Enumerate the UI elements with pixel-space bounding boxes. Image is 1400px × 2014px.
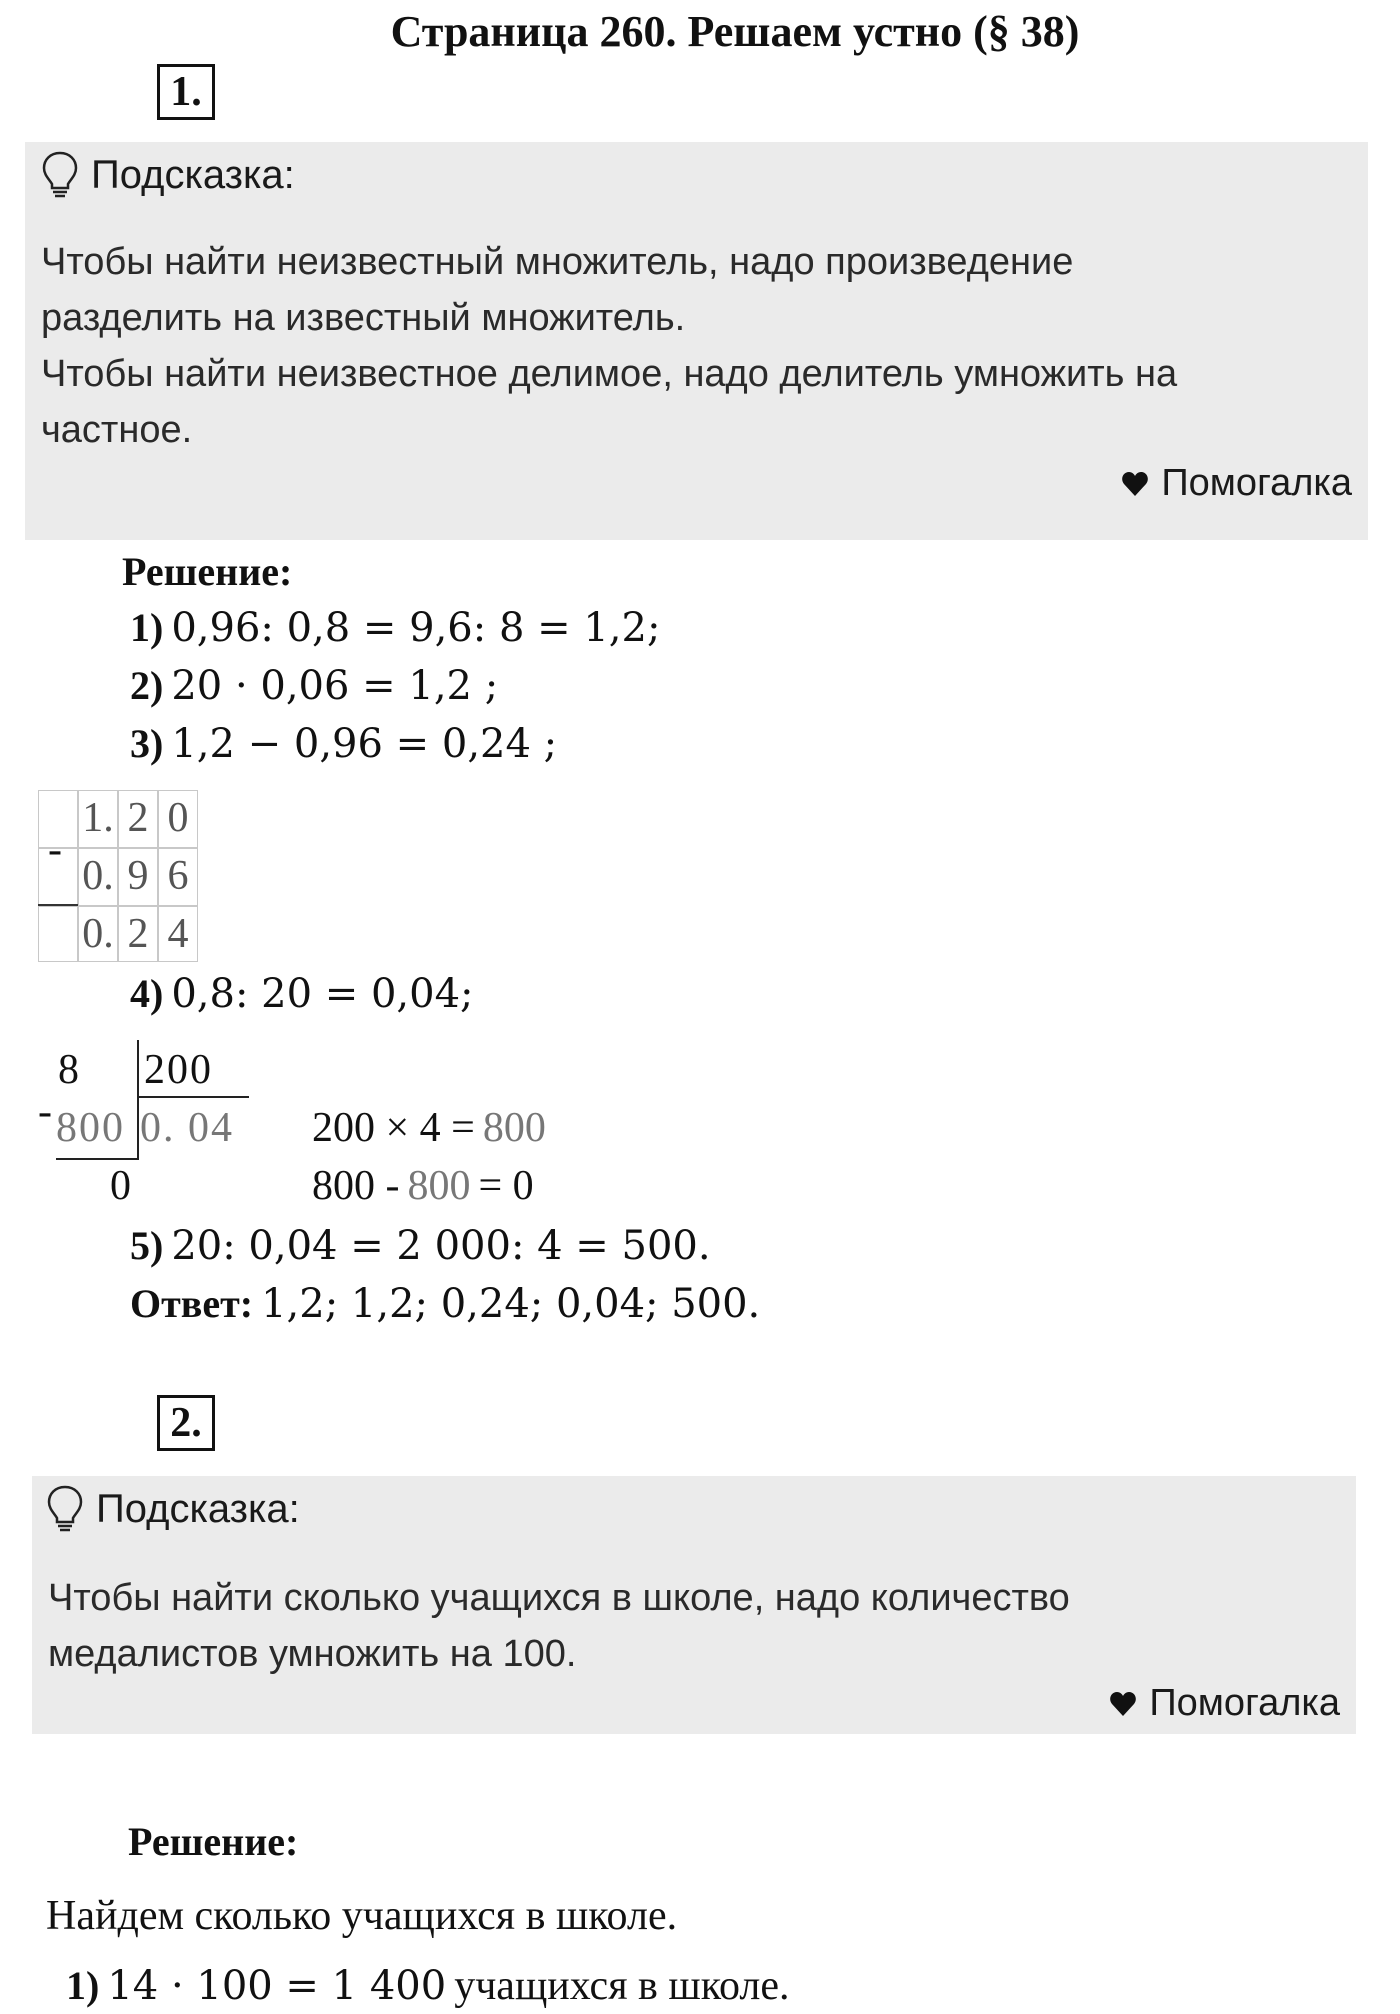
check-result: = 0: [478, 1163, 534, 1209]
step-tail: учащихся в школе.: [454, 1963, 790, 2009]
step-number: 4): [130, 971, 164, 1016]
hint-heading-label: Подсказка:: [91, 152, 295, 197]
hint-heading-label: Подсказка:: [96, 1486, 300, 1531]
step-3: [130, 720, 557, 767]
step-expression: 1,2 − 0,96 = 0,24 ;: [171, 721, 558, 767]
step-number: 5): [130, 1223, 164, 1268]
lightbulb-icon: [41, 150, 79, 200]
step-expression: 0,96: 0,8 = 9,6: 8 = 1,2;: [171, 605, 661, 651]
helper-label: Помогалка: [1161, 462, 1352, 504]
heart-icon: [1109, 1691, 1137, 1717]
check-subtraction: [312, 1162, 534, 1210]
hint-text-1: [41, 234, 1177, 458]
solution-intro-2: Найдем сколько учащихся в школе.: [46, 1893, 678, 1939]
remainder: 0: [110, 1163, 131, 1209]
hint-box-1: [25, 142, 1368, 540]
check-multiplication: [312, 1104, 546, 1152]
solution-label-1: Решение:: [122, 549, 293, 594]
step-number: 1): [130, 605, 164, 650]
quotient: 0. 04: [140, 1105, 234, 1151]
check-result: 800: [482, 1105, 546, 1151]
digit-cell: 2: [118, 790, 158, 848]
answer-value: 1,2; 1,2; 0,24; 0,04; 500.: [261, 1281, 761, 1327]
step-4: [130, 970, 474, 1017]
subtrahend: 800: [56, 1105, 125, 1151]
step-number: 1): [66, 1963, 100, 2008]
hint-line: Чтобы найти неизвестное делимое, надо делитель умножить на: [41, 353, 1178, 395]
hint-text-2: [48, 1570, 1070, 1682]
hint-line: Чтобы найти неизвестный множитель, надо произведение: [41, 241, 1074, 283]
digit-cell: 0.: [78, 848, 118, 906]
digit-cell: 6: [158, 848, 198, 906]
answer-label: Ответ:: [130, 1281, 254, 1326]
step-expression: 0,8: 20 = 0,04;: [171, 971, 474, 1017]
division-bar-vertical: [137, 1040, 139, 1158]
heart-icon: [1121, 471, 1149, 497]
answer-1: [130, 1280, 760, 1327]
check-expression: 800 -: [312, 1163, 400, 1209]
minus-sign: -: [48, 827, 62, 873]
step-expression: 14 · 100 = 1 400: [107, 1963, 447, 2009]
hint-line: разделить на известный множитель.: [41, 297, 686, 339]
division-bar-horizontal: [137, 1096, 249, 1098]
subtraction-underline: [56, 1158, 139, 1160]
long-division: [36, 1040, 596, 1220]
step-1: [130, 604, 660, 651]
dividend: 8: [58, 1047, 79, 1093]
digit-cell: 0.: [78, 906, 118, 962]
step-expression: 20 · 0,06 = 1,2 ;: [171, 663, 499, 709]
task-number-2: 2.: [157, 1395, 215, 1451]
step-number: 2): [130, 663, 164, 708]
minus-sign: -: [38, 1089, 52, 1135]
step-5: [130, 1222, 711, 1269]
digit-cell: 0: [158, 790, 198, 848]
solution-label-2: Решение:: [128, 1819, 299, 1864]
step-2: [130, 662, 498, 709]
hint-box-2: [32, 1476, 1356, 1734]
underline: [38, 904, 78, 906]
digit-cell: 2: [118, 906, 158, 962]
column-subtraction: [38, 790, 198, 962]
helper-link-2[interactable]: [1109, 1682, 1340, 1725]
step-number: 3): [130, 721, 164, 766]
digit-cell: 9: [118, 848, 158, 906]
hint-line: Чтобы найти сколько учащихся в школе, надо количество: [48, 1577, 1070, 1619]
helper-link-1[interactable]: [1121, 462, 1352, 505]
hint-heading-1: [41, 150, 295, 200]
digit-cell: 4: [158, 906, 198, 962]
page-title: Страница 260. Решаем устно (§ 38): [390, 7, 1080, 56]
step-expression: 20: 0,04 = 2 000: 4 = 500.: [171, 1223, 711, 1269]
check-subtrahend: 800: [407, 1163, 471, 1209]
divisor: 200: [144, 1047, 213, 1093]
hint-heading-2: [46, 1484, 300, 1534]
helper-label: Помогалка: [1149, 1682, 1340, 1724]
hint-line: частное.: [41, 409, 193, 451]
check-expression: 200 × 4 =: [312, 1105, 475, 1151]
digit-cell: 1.: [78, 790, 118, 848]
lightbulb-icon: [46, 1484, 84, 1534]
task2-step-1: [66, 1962, 790, 2010]
task-number-1: 1.: [157, 64, 215, 120]
hint-line: медалистов умножить на 100.: [48, 1633, 577, 1675]
